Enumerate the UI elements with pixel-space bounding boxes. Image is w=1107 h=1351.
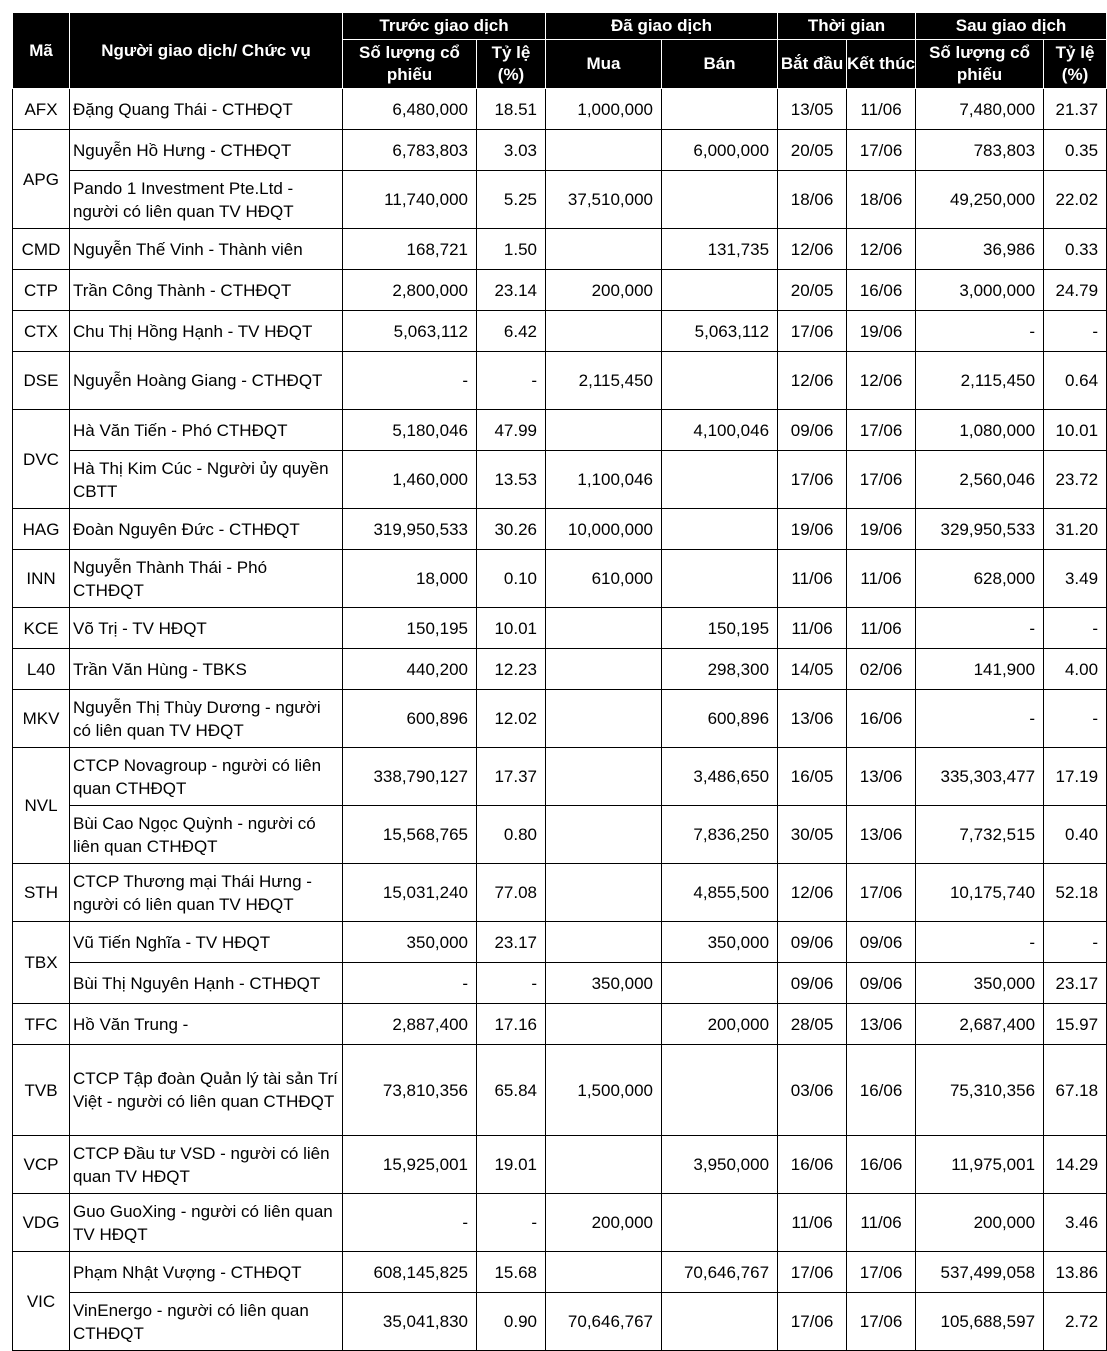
- before-pct-cell: 0.10: [477, 550, 546, 608]
- table-row: [13, 1136, 1107, 1194]
- table-row: [13, 509, 1107, 550]
- start-date-cell: 28/05: [778, 1004, 847, 1045]
- sell-cell: 150,195: [662, 608, 778, 649]
- after-pct-cell: 21.37: [1044, 89, 1107, 130]
- sell-cell: 7,836,250: [662, 806, 778, 864]
- sell-cell: [662, 550, 778, 608]
- before-qty-cell: -: [343, 963, 477, 1004]
- end-date-cell: 13/06: [847, 748, 916, 806]
- sell-cell: [662, 1045, 778, 1136]
- header-time: Thời gian: [778, 13, 916, 40]
- stock-code-cell: KCE: [13, 608, 70, 649]
- table-body: [13, 89, 1107, 1351]
- end-date-cell: 16/06: [847, 690, 916, 748]
- after-qty-cell: 75,310,356: [916, 1045, 1044, 1136]
- start-date-cell: 30/05: [778, 806, 847, 864]
- buy-cell: 200,000: [546, 270, 662, 311]
- buy-cell: [546, 608, 662, 649]
- start-date-cell: 11/06: [778, 550, 847, 608]
- end-date-cell: 09/06: [847, 922, 916, 963]
- before-pct-cell: 17.37: [477, 748, 546, 806]
- table-row: [13, 270, 1107, 311]
- after-pct-cell: 52.18: [1044, 864, 1107, 922]
- before-qty-cell: 319,950,533: [343, 509, 477, 550]
- before-pct-cell: 19.01: [477, 1136, 546, 1194]
- after-pct-cell: 4.00: [1044, 649, 1107, 690]
- buy-cell: 37,510,000: [546, 171, 662, 229]
- before-pct-cell: 65.84: [477, 1045, 546, 1136]
- person-cell: CTCP Novagroup - người có liên quan CTHĐQT: [70, 748, 343, 806]
- person-cell: Trần Công Thành - CTHĐQT: [70, 270, 343, 311]
- stock-code-cell: DSE: [13, 352, 70, 410]
- after-pct-cell: 24.79: [1044, 270, 1107, 311]
- after-qty-cell: 200,000: [916, 1194, 1044, 1252]
- stock-code-cell: APG: [13, 130, 70, 229]
- header-after: Sau giao dịch: [916, 13, 1107, 40]
- start-date-cell: 13/05: [778, 89, 847, 130]
- end-date-cell: 02/06: [847, 649, 916, 690]
- after-pct-cell: 0.64: [1044, 352, 1107, 410]
- after-pct-cell: 22.02: [1044, 171, 1107, 229]
- after-pct-cell: -: [1044, 608, 1107, 649]
- stock-code-cell: TBX: [13, 922, 70, 1004]
- person-cell: CTCP Tập đoàn Quản lý tài sản Trí Việt - người có liên quan CTHĐQT: [70, 1045, 343, 1136]
- after-qty-cell: -: [916, 922, 1044, 963]
- header-after-qty: Số lượng cổ phiếu: [916, 40, 1044, 89]
- table-row: [13, 352, 1107, 410]
- header-code: Mã: [13, 13, 70, 89]
- table-row: [13, 1004, 1107, 1045]
- stock-code-cell: TVB: [13, 1045, 70, 1136]
- before-pct-cell: 5.25: [477, 171, 546, 229]
- sell-cell: [662, 451, 778, 509]
- stock-code-cell: STH: [13, 864, 70, 922]
- stock-code-cell: NVL: [13, 748, 70, 864]
- buy-cell: 70,646,767: [546, 1293, 662, 1351]
- header-before: Trước giao dịch: [343, 13, 546, 40]
- end-date-cell: 12/06: [847, 229, 916, 270]
- stock-code-cell: DVC: [13, 410, 70, 509]
- start-date-cell: 09/06: [778, 963, 847, 1004]
- buy-cell: [546, 864, 662, 922]
- after-pct-cell: 23.72: [1044, 451, 1107, 509]
- buy-cell: [546, 130, 662, 171]
- sell-cell: 5,063,112: [662, 311, 778, 352]
- person-cell: Nguyễn Thế Vinh - Thành viên: [70, 229, 343, 270]
- after-qty-cell: 329,950,533: [916, 509, 1044, 550]
- after-pct-cell: -: [1044, 922, 1107, 963]
- before-pct-cell: 12.02: [477, 690, 546, 748]
- buy-cell: [546, 649, 662, 690]
- person-cell: Vũ Tiến Nghĩa - TV HĐQT: [70, 922, 343, 963]
- table-row: [13, 690, 1107, 748]
- start-date-cell: 18/06: [778, 171, 847, 229]
- after-qty-cell: 628,000: [916, 550, 1044, 608]
- after-qty-cell: 537,499,058: [916, 1252, 1044, 1293]
- person-cell: Bùi Thị Nguyên Hạnh - CTHĐQT: [70, 963, 343, 1004]
- buy-cell: [546, 1252, 662, 1293]
- header-before-qty: Số lượng cổ phiếu: [343, 40, 477, 89]
- start-date-cell: 12/06: [778, 864, 847, 922]
- end-date-cell: 16/06: [847, 1045, 916, 1136]
- stock-code-cell: MKV: [13, 690, 70, 748]
- end-date-cell: 17/06: [847, 451, 916, 509]
- before-qty-cell: 6,783,803: [343, 130, 477, 171]
- stock-code-cell: HAG: [13, 509, 70, 550]
- buy-cell: [546, 1004, 662, 1045]
- before-pct-cell: -: [477, 352, 546, 410]
- start-date-cell: 14/05: [778, 649, 847, 690]
- end-date-cell: 17/06: [847, 130, 916, 171]
- insider-trading-table-container: [12, 12, 1107, 1351]
- before-qty-cell: -: [343, 1194, 477, 1252]
- header-person: Người giao dịch/ Chức vụ: [70, 13, 343, 89]
- buy-cell: [546, 1136, 662, 1194]
- sell-cell: [662, 89, 778, 130]
- table-row: [13, 1194, 1107, 1252]
- before-pct-cell: 77.08: [477, 864, 546, 922]
- sell-cell: 6,000,000: [662, 130, 778, 171]
- after-qty-cell: 105,688,597: [916, 1293, 1044, 1351]
- end-date-cell: 11/06: [847, 1194, 916, 1252]
- end-date-cell: 11/06: [847, 608, 916, 649]
- before-qty-cell: 73,810,356: [343, 1045, 477, 1136]
- sell-cell: 4,100,046: [662, 410, 778, 451]
- header-sell: Bán: [662, 40, 778, 89]
- buy-cell: [546, 806, 662, 864]
- after-pct-cell: 3.46: [1044, 1194, 1107, 1252]
- after-pct-cell: 31.20: [1044, 509, 1107, 550]
- start-date-cell: 17/06: [778, 1293, 847, 1351]
- after-qty-cell: 783,803: [916, 130, 1044, 171]
- stock-code-cell: VCP: [13, 1136, 70, 1194]
- before-qty-cell: -: [343, 352, 477, 410]
- after-qty-cell: -: [916, 608, 1044, 649]
- table-row: [13, 229, 1107, 270]
- sell-cell: 298,300: [662, 649, 778, 690]
- after-qty-cell: 141,900: [916, 649, 1044, 690]
- stock-code-cell: L40: [13, 649, 70, 690]
- after-pct-cell: -: [1044, 311, 1107, 352]
- after-qty-cell: 335,303,477: [916, 748, 1044, 806]
- start-date-cell: 13/06: [778, 690, 847, 748]
- after-pct-cell: 2.72: [1044, 1293, 1107, 1351]
- after-qty-cell: 7,480,000: [916, 89, 1044, 130]
- header-traded: Đã giao dịch: [546, 13, 778, 40]
- table-row: [13, 550, 1107, 608]
- after-pct-cell: 15.97: [1044, 1004, 1107, 1045]
- after-qty-cell: 36,986: [916, 229, 1044, 270]
- person-cell: Đặng Quang Thái - CTHĐQT: [70, 89, 343, 130]
- start-date-cell: 09/06: [778, 410, 847, 451]
- table-row: [13, 311, 1107, 352]
- person-cell: Hồ Văn Trung -: [70, 1004, 343, 1045]
- start-date-cell: 11/06: [778, 1194, 847, 1252]
- person-cell: Hà Văn Tiến - Phó CTHĐQT: [70, 410, 343, 451]
- person-cell: Nguyễn Hoàng Giang - CTHĐQT: [70, 352, 343, 410]
- before-pct-cell: 3.03: [477, 130, 546, 171]
- end-date-cell: 17/06: [847, 864, 916, 922]
- start-date-cell: 16/06: [778, 1136, 847, 1194]
- start-date-cell: 17/06: [778, 1252, 847, 1293]
- sell-cell: [662, 509, 778, 550]
- buy-cell: 200,000: [546, 1194, 662, 1252]
- sell-cell: [662, 1293, 778, 1351]
- before-qty-cell: 608,145,825: [343, 1252, 477, 1293]
- after-qty-cell: 350,000: [916, 963, 1044, 1004]
- after-qty-cell: -: [916, 311, 1044, 352]
- table-row: [13, 171, 1107, 229]
- person-cell: Chu Thị Hồng Hạnh - TV HĐQT: [70, 311, 343, 352]
- before-qty-cell: 168,721: [343, 229, 477, 270]
- before-pct-cell: 10.01: [477, 608, 546, 649]
- table-header: [13, 13, 1107, 89]
- table-row: [13, 1293, 1107, 1351]
- stock-code-cell: CMD: [13, 229, 70, 270]
- after-pct-cell: 3.49: [1044, 550, 1107, 608]
- person-cell: Pando 1 Investment Pte.Ltd - người có liên quan TV HĐQT: [70, 171, 343, 229]
- table-row: [13, 1252, 1107, 1293]
- sell-cell: [662, 963, 778, 1004]
- header-after-pct: Tỷ lệ (%): [1044, 40, 1107, 89]
- before-qty-cell: 15,568,765: [343, 806, 477, 864]
- stock-code-cell: INN: [13, 550, 70, 608]
- after-qty-cell: 2,115,450: [916, 352, 1044, 410]
- header-buy: Mua: [546, 40, 662, 89]
- person-cell: Trần Văn Hùng - TBKS: [70, 649, 343, 690]
- table-row: [13, 130, 1107, 171]
- before-qty-cell: 350,000: [343, 922, 477, 963]
- after-qty-cell: 7,732,515: [916, 806, 1044, 864]
- person-cell: Võ Trị - TV HĐQT: [70, 608, 343, 649]
- end-date-cell: 17/06: [847, 1293, 916, 1351]
- buy-cell: 1,100,046: [546, 451, 662, 509]
- buy-cell: 350,000: [546, 963, 662, 1004]
- after-pct-cell: 67.18: [1044, 1045, 1107, 1136]
- sell-cell: [662, 352, 778, 410]
- sell-cell: 131,735: [662, 229, 778, 270]
- table-row: [13, 89, 1107, 130]
- end-date-cell: 13/06: [847, 1004, 916, 1045]
- start-date-cell: 19/06: [778, 509, 847, 550]
- person-cell: Nguyễn Thị Thùy Dương - người có liên quan TV HĐQT: [70, 690, 343, 748]
- buy-cell: [546, 922, 662, 963]
- before-qty-cell: 2,800,000: [343, 270, 477, 311]
- after-qty-cell: -: [916, 690, 1044, 748]
- before-pct-cell: 23.17: [477, 922, 546, 963]
- before-pct-cell: 17.16: [477, 1004, 546, 1045]
- person-cell: Nguyễn Hồ Hưng - CTHĐQT: [70, 130, 343, 171]
- before-pct-cell: 18.51: [477, 89, 546, 130]
- before-pct-cell: 1.50: [477, 229, 546, 270]
- end-date-cell: 19/06: [847, 509, 916, 550]
- end-date-cell: 18/06: [847, 171, 916, 229]
- buy-cell: [546, 690, 662, 748]
- sell-cell: 200,000: [662, 1004, 778, 1045]
- stock-code-cell: TFC: [13, 1004, 70, 1045]
- table-row: [13, 748, 1107, 806]
- header-start: Bắt đầu: [778, 40, 847, 89]
- person-cell: Hà Thị Kim Cúc - Người ủy quyền CBTT: [70, 451, 343, 509]
- before-qty-cell: 1,460,000: [343, 451, 477, 509]
- person-cell: Bùi Cao Ngọc Quỳnh - người có liên quan CTHĐQT: [70, 806, 343, 864]
- table-row: [13, 608, 1107, 649]
- buy-cell: [546, 748, 662, 806]
- stock-code-cell: VIC: [13, 1252, 70, 1351]
- before-pct-cell: 30.26: [477, 509, 546, 550]
- after-qty-cell: 49,250,000: [916, 171, 1044, 229]
- start-date-cell: 16/05: [778, 748, 847, 806]
- person-cell: CTCP Thương mại Thái Hưng - người có liên quan TV HĐQT: [70, 864, 343, 922]
- end-date-cell: 17/06: [847, 1252, 916, 1293]
- end-date-cell: 11/06: [847, 550, 916, 608]
- buy-cell: 1,500,000: [546, 1045, 662, 1136]
- header-before-pct: Tỷ lệ (%): [477, 40, 546, 89]
- start-date-cell: 12/06: [778, 229, 847, 270]
- after-qty-cell: 2,687,400: [916, 1004, 1044, 1045]
- sell-cell: 3,950,000: [662, 1136, 778, 1194]
- after-pct-cell: 0.33: [1044, 229, 1107, 270]
- sell-cell: [662, 171, 778, 229]
- start-date-cell: 11/06: [778, 608, 847, 649]
- buy-cell: [546, 229, 662, 270]
- sell-cell: 600,896: [662, 690, 778, 748]
- insider-trading-table: [12, 12, 1107, 1351]
- buy-cell: 2,115,450: [546, 352, 662, 410]
- start-date-cell: 17/06: [778, 311, 847, 352]
- start-date-cell: 20/05: [778, 270, 847, 311]
- after-qty-cell: 11,975,001: [916, 1136, 1044, 1194]
- before-pct-cell: 0.90: [477, 1293, 546, 1351]
- stock-code-cell: CTP: [13, 270, 70, 311]
- before-qty-cell: 15,031,240: [343, 864, 477, 922]
- sell-cell: [662, 1194, 778, 1252]
- before-pct-cell: 0.80: [477, 806, 546, 864]
- sell-cell: 3,486,650: [662, 748, 778, 806]
- buy-cell: 10,000,000: [546, 509, 662, 550]
- before-qty-cell: 6,480,000: [343, 89, 477, 130]
- before-qty-cell: 150,195: [343, 608, 477, 649]
- start-date-cell: 20/05: [778, 130, 847, 171]
- table-row: [13, 864, 1107, 922]
- header-end: Kết thúc: [847, 40, 916, 89]
- sell-cell: 70,646,767: [662, 1252, 778, 1293]
- before-pct-cell: -: [477, 1194, 546, 1252]
- table-row: [13, 1045, 1107, 1136]
- buy-cell: 610,000: [546, 550, 662, 608]
- end-date-cell: 16/06: [847, 1136, 916, 1194]
- end-date-cell: 13/06: [847, 806, 916, 864]
- sell-cell: 350,000: [662, 922, 778, 963]
- person-cell: Phạm Nhật Vượng - CTHĐQT: [70, 1252, 343, 1293]
- person-cell: Nguyễn Thành Thái - Phó CTHĐQT: [70, 550, 343, 608]
- start-date-cell: 17/06: [778, 451, 847, 509]
- stock-code-cell: AFX: [13, 89, 70, 130]
- stock-code-cell: VDG: [13, 1194, 70, 1252]
- after-qty-cell: 2,560,046: [916, 451, 1044, 509]
- sell-cell: [662, 270, 778, 311]
- person-cell: Đoàn Nguyên Đức - CTHĐQT: [70, 509, 343, 550]
- after-pct-cell: -: [1044, 690, 1107, 748]
- before-pct-cell: 23.14: [477, 270, 546, 311]
- person-cell: CTCP Đầu tư VSD - người có liên quan TV HĐQT: [70, 1136, 343, 1194]
- before-qty-cell: 2,887,400: [343, 1004, 477, 1045]
- after-pct-cell: 13.86: [1044, 1252, 1107, 1293]
- after-pct-cell: 17.19: [1044, 748, 1107, 806]
- before-qty-cell: 338,790,127: [343, 748, 477, 806]
- before-qty-cell: 35,041,830: [343, 1293, 477, 1351]
- person-cell: Guo GuoXing - người có liên quan TV HĐQT: [70, 1194, 343, 1252]
- before-pct-cell: 6.42: [477, 311, 546, 352]
- table-row: [13, 649, 1107, 690]
- start-date-cell: 12/06: [778, 352, 847, 410]
- after-qty-cell: 3,000,000: [916, 270, 1044, 311]
- before-qty-cell: 440,200: [343, 649, 477, 690]
- after-pct-cell: 0.40: [1044, 806, 1107, 864]
- before-pct-cell: 47.99: [477, 410, 546, 451]
- table-row: [13, 922, 1107, 963]
- after-qty-cell: 1,080,000: [916, 410, 1044, 451]
- before-pct-cell: 12.23: [477, 649, 546, 690]
- before-pct-cell: 13.53: [477, 451, 546, 509]
- before-qty-cell: 5,180,046: [343, 410, 477, 451]
- before-pct-cell: -: [477, 963, 546, 1004]
- start-date-cell: 03/06: [778, 1045, 847, 1136]
- person-cell: VinEnergo - người có liên quan CTHĐQT: [70, 1293, 343, 1351]
- sell-cell: 4,855,500: [662, 864, 778, 922]
- end-date-cell: 17/06: [847, 410, 916, 451]
- after-qty-cell: 10,175,740: [916, 864, 1044, 922]
- after-pct-cell: 14.29: [1044, 1136, 1107, 1194]
- after-pct-cell: 10.01: [1044, 410, 1107, 451]
- start-date-cell: 09/06: [778, 922, 847, 963]
- before-pct-cell: 15.68: [477, 1252, 546, 1293]
- before-qty-cell: 5,063,112: [343, 311, 477, 352]
- before-qty-cell: 600,896: [343, 690, 477, 748]
- after-pct-cell: 23.17: [1044, 963, 1107, 1004]
- table-row: [13, 410, 1107, 451]
- buy-cell: 1,000,000: [546, 89, 662, 130]
- table-row: [13, 451, 1107, 509]
- end-date-cell: 12/06: [847, 352, 916, 410]
- end-date-cell: 11/06: [847, 89, 916, 130]
- buy-cell: [546, 410, 662, 451]
- after-pct-cell: 0.35: [1044, 130, 1107, 171]
- end-date-cell: 19/06: [847, 311, 916, 352]
- table-row: [13, 806, 1107, 864]
- end-date-cell: 09/06: [847, 963, 916, 1004]
- end-date-cell: 16/06: [847, 270, 916, 311]
- table-row: [13, 963, 1107, 1004]
- stock-code-cell: CTX: [13, 311, 70, 352]
- before-qty-cell: 11,740,000: [343, 171, 477, 229]
- before-qty-cell: 15,925,001: [343, 1136, 477, 1194]
- before-qty-cell: 18,000: [343, 550, 477, 608]
- buy-cell: [546, 311, 662, 352]
